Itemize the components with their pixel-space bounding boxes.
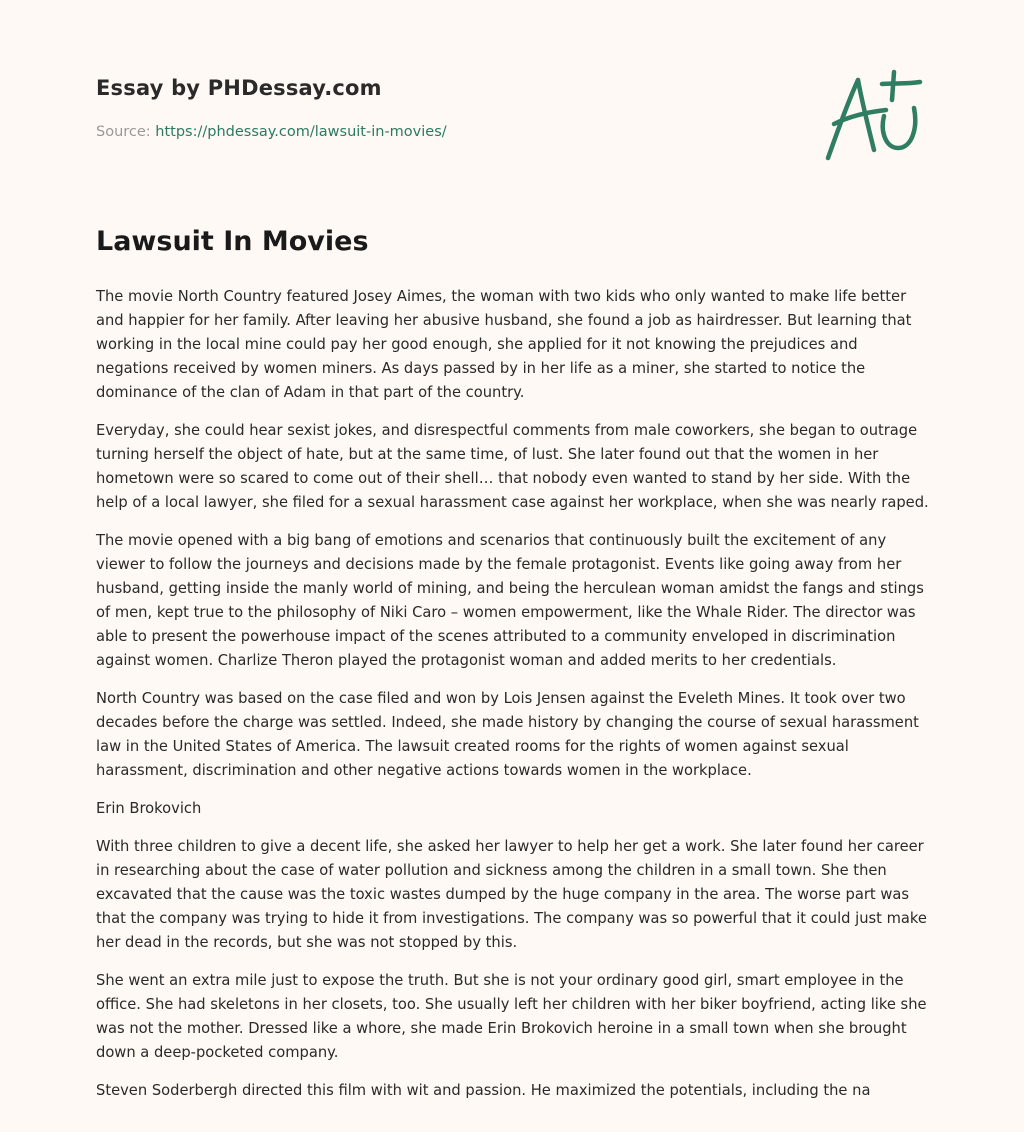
essay-paragraph: Steven Soderbergh directed this film with wit and passion. He maximized the potentials, including the na — [96, 1082, 871, 1099]
essay-paragraph: With three children to give a decent life, she asked her lawyer to help her get a work. She later found her career in researching about the case of water pollution and sickness among the children in a small town. She then excavated that the cause was the toxic wastes dumped by the huge company in the area. The worse part was that the company was trying to hide it from investigations. The company was so powerful that it could just make her dead in the records, but she was not stopped by this. — [96, 838, 927, 951]
essay-paragraph: Everyday, she could hear sexist jokes, and disrespectful comments from male coworkers, she began to outrage turning herself the object of hate, but at the same time, of lust. She later found out that the women in her hometown were so scared to come out of their shell… that nobody even wanted to stand by her side. With the help of a local lawyer, she filed for a sexual harassment case against her workplace, when she was nearly raped. — [96, 422, 929, 511]
essay-paragraph: North Country was based on the case filed and won by Lois Jensen against the Eveleth Mines. It took over two decades before the charge was settled. Indeed, she made history by changing the course of sexual harassment law in the United States of America. The lawsuit created rooms for the rights of women against sexual harassment, discrimination and other negative actions towards women in the workplace. — [96, 690, 919, 779]
essay-paragraph: The movie North Country featured Josey Aimes, the woman with two kids who only wanted to make life better and happier for her family. After leaving her abusive husband, she found a job as hairdresser. But learning that working in the local mine could pay her good enough, she applied for it not knowing the prejudices and negations received by women miners. As days passed by in her life as a miner, she started to notice the dominance of the clan of Adam in that part of the country. — [96, 288, 912, 401]
essay-paragraph: The movie opened with a big bang of emotions and scenarios that continuously built the excitement of any viewer to follow the journeys and decisions made by the female protagonist. Events like going away from her husband, getting inside the manly world of mining, and being the herculean woman amidst the fangs and stings of men, kept true to the philosophy of Niki Caro – women empowerment, like the Whale Rider. The director was able to present the powerhouse impact of the scenes attributed to a community enveloped in discrimination against women. Charlize Theron played the protagonist woman and added merits to her credentials. — [96, 532, 924, 669]
source-line — [96, 124, 447, 140]
site-brand: Essay by PHDessay.com — [96, 76, 382, 100]
essay-subheading: Erin Brokovich — [96, 800, 202, 817]
source-link[interactable]: https://phdessay.com/lawsuit-in-movies/ — [155, 124, 447, 140]
a-plus-grade-icon — [824, 66, 928, 166]
essay-title: Lawsuit In Movies — [96, 226, 369, 257]
essay-paragraph: She went an extra mile just to expose the truth. But she is not your ordinary good girl, smart employee in the office. She had skeletons in her closets, too. She usually left her children with her biker boyfriend, acting like she was not the mother. Dressed like a whore, she made Erin Brokovich heroine in a small town when she brought down a deep-pocketed company. — [96, 972, 927, 1061]
essay-body — [96, 285, 932, 1117]
source-label: Source: — [96, 124, 156, 140]
